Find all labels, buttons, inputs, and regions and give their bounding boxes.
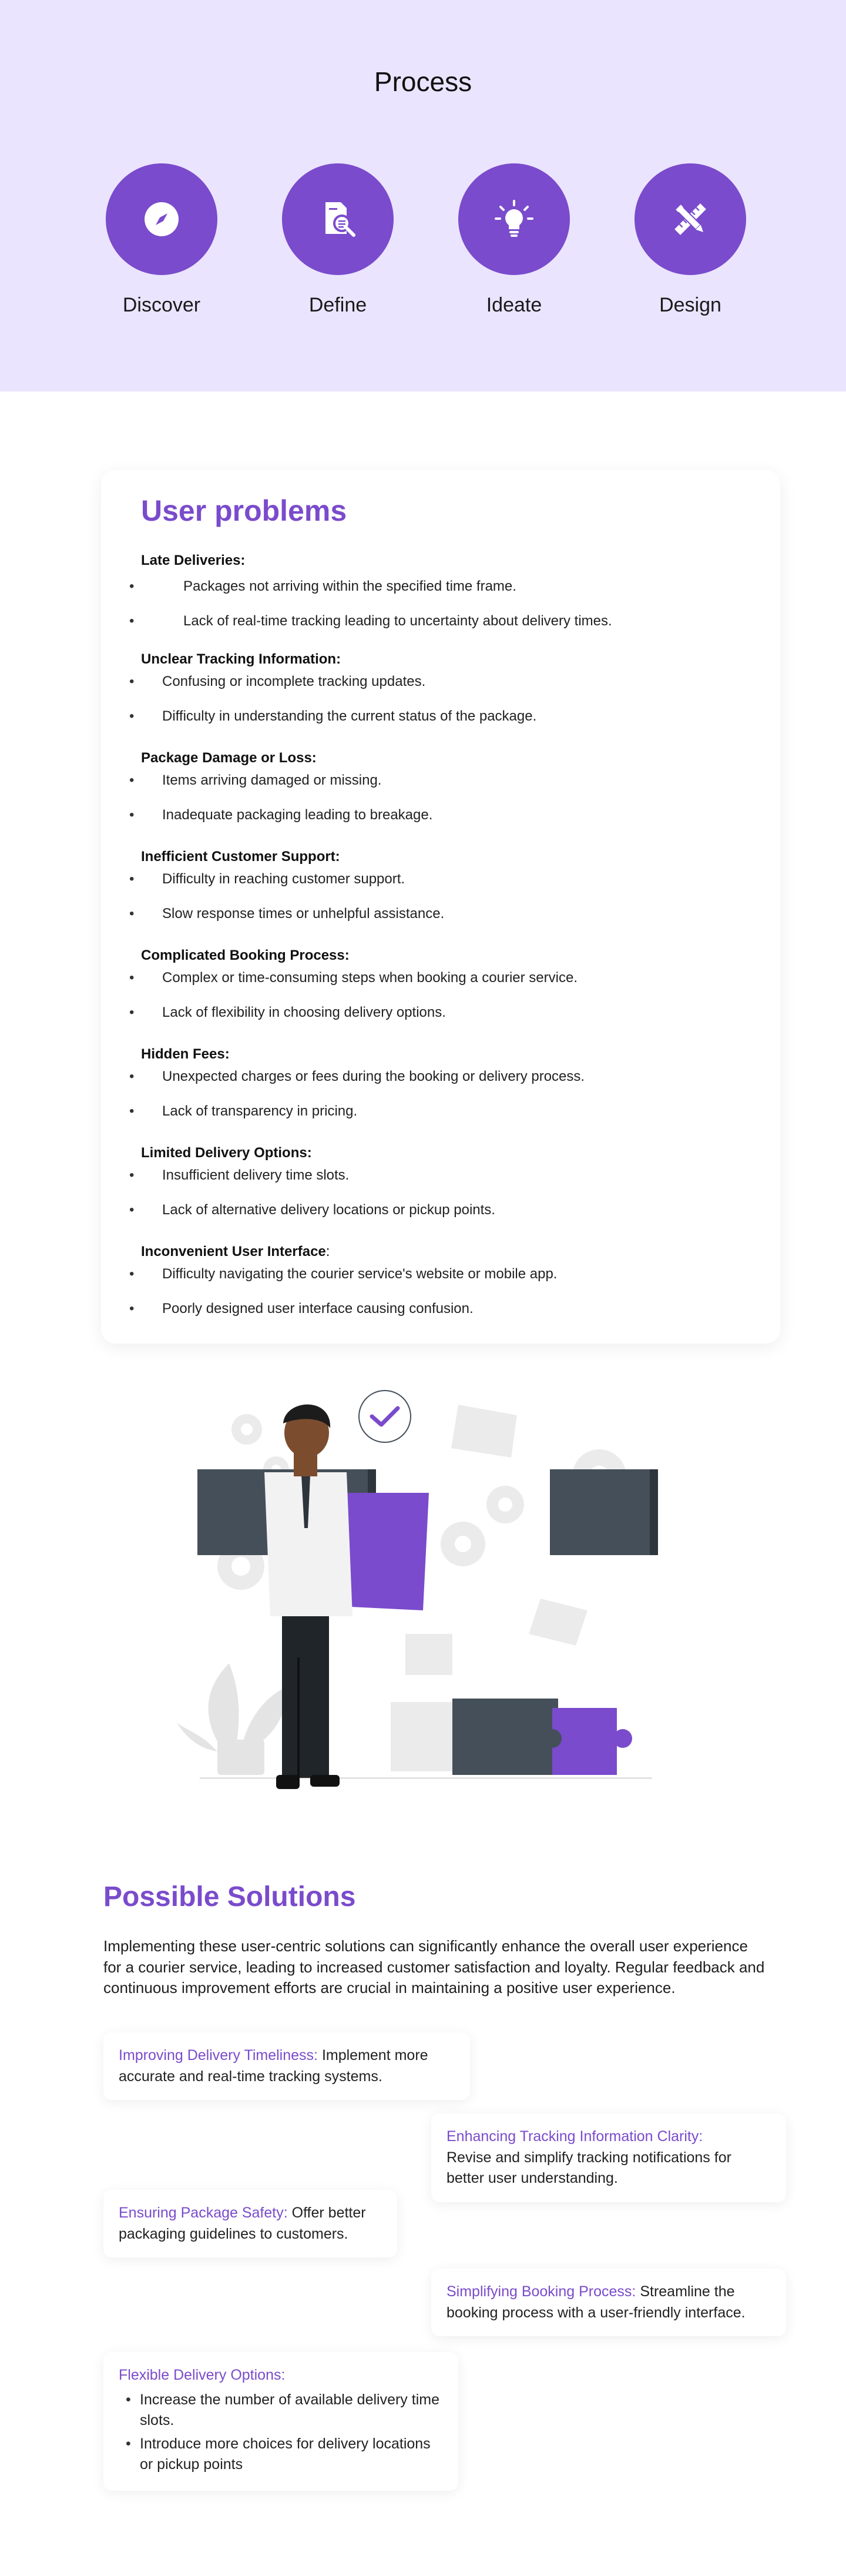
problem-group-hidden-fees	[141, 1046, 757, 1120]
problem-item: • Inadequate packaging leading to breakage.	[141, 806, 757, 824]
problem-heading-colon: :	[325, 1244, 330, 1259]
problem-item: • Poorly designed user interface causing confusion.	[141, 1299, 757, 1318]
problem-item: • Slow response times or unhelpful assistance.	[141, 905, 757, 923]
problem-item: • Difficulty in reaching customer support.	[141, 870, 757, 888]
problem-item: • Lack of transparency in pricing.	[141, 1102, 757, 1120]
process-step-label: Discover	[122, 294, 201, 316]
lightbulb-icon	[494, 199, 535, 240]
problem-item: • Insufficient delivery time slots.	[141, 1166, 757, 1184]
problem-item: • Items arriving damaged or missing.	[141, 771, 757, 789]
problem-heading-text: Inconvenient User Interface	[141, 1244, 326, 1259]
solution-card-delivery-options	[103, 2352, 458, 2491]
problem-heading	[141, 1244, 757, 1260]
problem-group-unclear-tracking	[141, 651, 757, 725]
solution-card-title: Simplifying Booking Process:	[446, 2283, 636, 2300]
solution-card-list	[119, 2390, 443, 2475]
problem-item: • Packages not arriving within the specified time frame.	[141, 577, 757, 595]
process-step-label: Design	[659, 294, 721, 316]
solution-card-title: Enhancing Tracking Information Clarity:	[446, 2128, 703, 2145]
document-search-icon	[317, 199, 358, 240]
problem-item: • Difficulty navigating the courier service's website or mobile app.	[141, 1265, 757, 1283]
problem-heading: Inefficient Customer Support:	[141, 849, 340, 865]
problem-item: • Difficulty in understanding the current status of the package.	[141, 707, 757, 725]
pencil-ruler-icon	[670, 199, 711, 240]
process-step-discover	[106, 163, 217, 317]
problem-group-customer-support	[141, 849, 757, 923]
process-step-label: Ideate	[486, 294, 542, 316]
person-holding-puzzle-illustration	[176, 1387, 670, 1798]
solution-card-body: Implement more accurate and real-time tracking systems.	[119, 2047, 428, 2085]
solution-list-item: • Introduce more choices for delivery locations or pickup points	[119, 2434, 443, 2475]
problem-item: • Confusing or incomplete tracking updates.	[141, 672, 757, 691]
process-step-define	[282, 163, 394, 317]
process-step-design	[634, 163, 746, 317]
problem-group-package-damage	[141, 750, 757, 824]
problem-item: • Lack of real-time tracking leading to uncertainty about delivery times.	[141, 612, 757, 630]
compass-icon	[143, 200, 180, 238]
problem-heading: Complicated Booking Process:	[141, 947, 350, 963]
problem-heading: Package Damage or Loss:	[141, 750, 317, 766]
solution-card-title: Improving Delivery Timeliness:	[119, 2047, 318, 2064]
check-bubble-icon	[359, 1391, 411, 1442]
solution-card-body: Offer better packaging guidelines to customers.	[119, 2205, 366, 2242]
solution-card-title: Ensuring Package Safety:	[119, 2205, 288, 2221]
problem-group-booking-process	[141, 947, 757, 1021]
solution-card-package-safety	[103, 2190, 397, 2257]
process-section	[0, 0, 846, 391]
problem-group-user-interface	[141, 1244, 757, 1318]
solution-card-delivery-timeliness	[103, 2032, 470, 2100]
process-title: Process	[374, 66, 472, 97]
problem-group-delivery-options	[141, 1145, 757, 1219]
process-step-circle	[282, 163, 394, 275]
problem-heading: Hidden Fees:	[141, 1046, 230, 1062]
possible-solutions-title: Possible Solutions	[103, 1881, 356, 1912]
problem-item: • Lack of flexibility in choosing delivery options.	[141, 1003, 757, 1021]
problem-heading: Limited Delivery Options:	[141, 1145, 312, 1161]
problem-item: • Complex or time-consuming steps when booking a courier service.	[141, 969, 757, 987]
process-step-ideate	[458, 163, 570, 317]
process-step-circle	[634, 163, 746, 275]
solution-card-title: Flexible Delivery Options:	[119, 2367, 286, 2383]
user-problems-title: User problems	[141, 494, 347, 527]
solution-card-booking-process	[431, 2269, 786, 2336]
problem-heading: Late Deliveries:	[141, 552, 246, 568]
problem-group-late-deliveries	[141, 552, 757, 630]
problem-item: • Lack of alternative delivery locations or pickup points.	[141, 1201, 757, 1219]
solution-list-item: • Increase the number of available delivery time slots.	[119, 2390, 443, 2431]
problem-heading: Unclear Tracking Information:	[141, 651, 341, 667]
possible-solutions-intro: Implementing these user-centric solutions can significantly enhance the overall user experience for a courier service, leading to increased customer satisfaction and loyalty. Regular feedback and continuous improvement efforts are crucial in maintaining a positive user experience.	[103, 1937, 765, 1997]
solution-card-tracking-clarity	[431, 2113, 786, 2202]
process-step-circle	[458, 163, 570, 275]
problem-item: • Unexpected charges or fees during the booking or delivery process.	[141, 1067, 757, 1086]
user-problems-card	[101, 470, 780, 1344]
solution-card-body: Streamline the booking process with a user-friendly interface.	[446, 2283, 746, 2321]
process-step-label: Define	[308, 294, 367, 316]
process-step-circle	[106, 163, 217, 275]
puzzle-illustration	[176, 1387, 670, 1798]
solution-card-body: Revise and simplify tracking notifications for better user understanding.	[446, 2149, 731, 2186]
